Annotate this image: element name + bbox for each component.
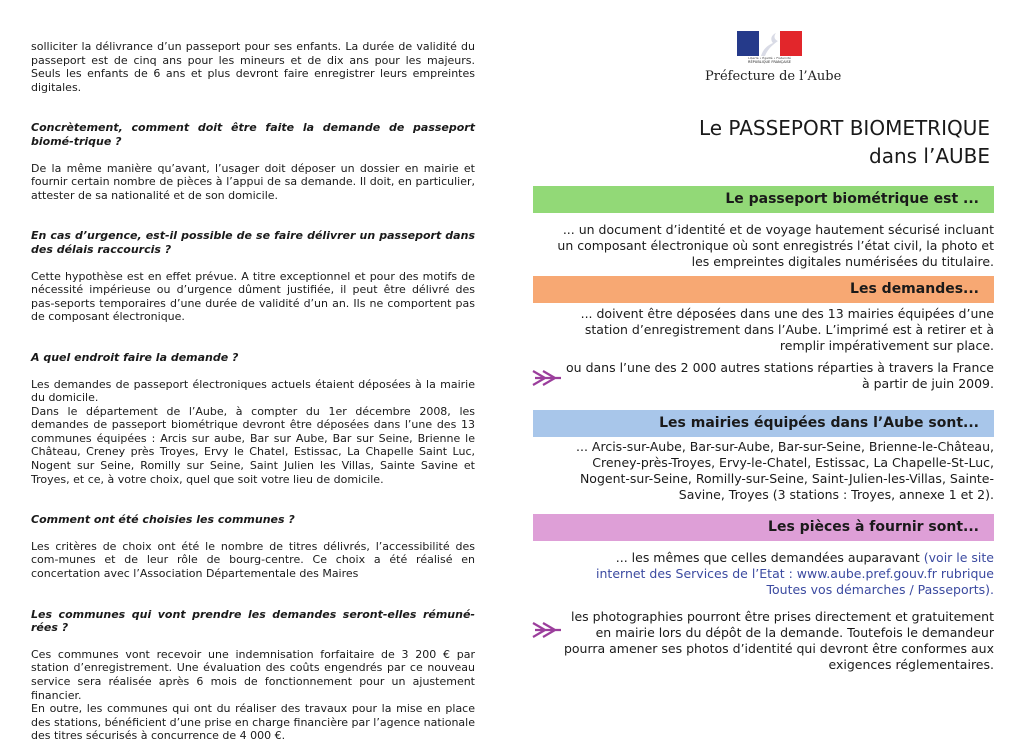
answer-where-2: Dans le département de l’Aube, à compter du 1er décembre 2008, les demandes de passeport biométrique devront être déposées dans l’une des 13 communes équipées : Arcis sur aube, Bar sur Aube, Bar sur Seine, Brienne le Château, Creney près Troyes, Ervy le Chatel, Estissac, La Chapelle Saint Luc, Nogent sur Seine, Romilly sur Seine, Saint Julien les Villas, Sainte Savine et Troyes, et ce, à votre choix, quel que soit votre lieu de domicile.	[31, 404, 475, 486]
answer-urgency: Cette hypothèse est en effet prévue. A titre exceptionnel et pour des motifs de nécessité impérieuse ou d’urgence dûment justifiée, il peut être délivré des pas-seports temporaires d’une durée de validité d’un an. Ils ne comportent pas de composant électronique.	[31, 269, 475, 324]
documents-text: ... les mêmes que celles demandées auparavant	[615, 550, 920, 565]
section-header-documents: Les pièces à fournir sont...	[533, 514, 994, 541]
section-header-passport: Le passeport biométrique est ...	[533, 186, 994, 213]
republic-motto: Liberté • Égalité • Fraternité	[748, 56, 791, 60]
question-how: Concrètement, comment doit être faite la demande de passeport biomé-trique ?	[31, 121, 475, 148]
section-header-town-halls: Les mairies équipées dans l’Aube sont...	[533, 410, 994, 437]
answer-how: De la même manière qu’avant, l’usager doit déposer un dossier en mairie et fournir certain nombre de pièces à l’appui de sa demande. Il doit, en particulier, attester de sa nationalité et de son domicile.	[31, 161, 475, 202]
answer-where-1: Les demandes de passeport électroniques actuels étaient déposées à la mairie du domicile.	[31, 377, 475, 405]
section-header-requests: Les demandes...	[533, 276, 994, 303]
title-line-2: dans l’AUBE	[869, 144, 990, 168]
answer-remuneration-2: En outre, les communes qui ont du réaliser des travaux pour la mise en place des stations, bénéficient d’une prise en charge financière par l’agence nationale des titres sécurisés à concurrence de 4 000 €.	[31, 702, 475, 743]
left-column	[31, 40, 475, 743]
section-text-documents	[564, 550, 994, 598]
section-text-passport: ... un document d’identité et de voyage hautement sécurisé incluant un composant électronique où sont enregistrés l’état civil, la photo et les empreintes digitales numérisées du titulaire.	[557, 222, 994, 269]
prefecture-name: Préfecture de l’Aube	[705, 69, 842, 84]
section-text-town-halls: ... Arcis-sur-Aube, Bar-sur-Aube, Bar-sur-Seine, Brienne-le-Château, Creney-près-Troyes, Ervy-le-Chatel, Estissac, La Chapelle-St-Luc, Nogent-sur-Seine, Romilly-sur-Seine, Saint-Julien-les-Villas, Sainte-Savine, Troyes (3 stations : Troyes, annexe 1 et 2).	[576, 439, 994, 502]
marianne-logo	[737, 31, 802, 66]
answer-remuneration-1: Ces communes vont recevoir une indemnisation forfaitaire de 3 200 € par station d’enregistrement. Une évaluation des coûts engendrés par ce nouveau service sera réalisée après 6 mois de fonctionnement pour un ajustement financier.	[31, 647, 475, 702]
title-line-1: Le PASSEPORT BIOMETRIQUE	[698, 116, 990, 140]
page-title	[699, 114, 990, 170]
section-text-requests-2: ou dans l’une des 2 000 autres stations réparties à travers la France à partir de juin 2009.	[566, 360, 994, 391]
section-text-requests-1: ... doivent être déposées dans une des 13 mairies équipées d’une station d’enregistrement dans l’Aube. L’imprimé est à retirer et à remplir impérativement sur place.	[580, 306, 994, 353]
documents-website-link[interactable]: (voir le site internet des Services de l’Etat : www.aube.pref.gouv.fr rubrique Toutes vos démarches / Passeports).	[596, 550, 994, 597]
question-communes: Comment ont été choisies les communes ?	[31, 513, 295, 527]
answer-communes: Les critères de choix ont été le nombre de titres délivrés, l’accessibilité des com-munes et de leur rôle de bourg-centre. Ce choix a été réalisé en concertation avec l’Association Départementale des Maires	[31, 539, 475, 581]
question-urgency: En cas d’urgence, est-il possible de se faire délivrer un passeport dans des délais raccourcis ?	[31, 229, 475, 256]
question-remuneration: Les communes qui vont prendre les demandes seront-elles rémuné-rées ?	[31, 607, 475, 635]
section-text-photos: les photographies pourront être prises directement et gratuitement en mairie lors du dépôt de la demande. Toutefois le demandeur pourra amener ses photos d’identité qui devront être conformes aux exigences réglementaires.	[563, 609, 994, 672]
double-arrow-icon	[531, 368, 565, 388]
question-where: A quel endroit faire la demande ?	[31, 350, 239, 364]
intro-paragraph: solliciter la délivrance d’un passeport pour ses enfants. La durée de validité du passeport est de cinq ans pour les mineurs et de dix ans pour les majeurs. Seuls les enfants de 6 ans et plus devront faire enregistrer leurs empreintes digitales.	[31, 40, 475, 94]
republic-name: RÉPUBLIQUE FRANÇAISE	[748, 60, 791, 64]
